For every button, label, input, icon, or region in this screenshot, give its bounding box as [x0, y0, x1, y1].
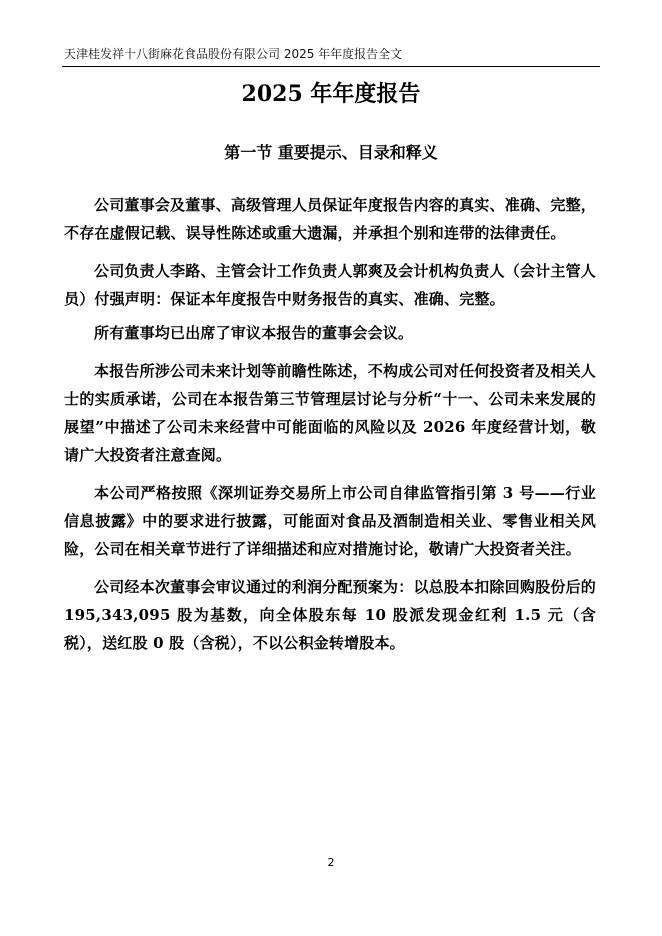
page-header-text: 天津桂发祥十八街麻花食品股份有限公司 2025 年年度报告全文	[64, 47, 403, 61]
paragraph-industry-disclosure: 本公司严格按照《深圳证券交易所上市公司自律监管指引第 3 号——行业信息披露》中的要求进行披露，可能面对食品及酒制造相关业、零售业相关风险，公司在相关章节进行了详细描述和应对措施讨论，敬请广大投资者关注。	[64, 484, 596, 558]
page-number: 2	[327, 856, 335, 869]
paragraph-profit-distribution: 公司经本次董事会审议通过的利润分配预案为：以总股本扣除回购股份后的 195,343,095 股为基数，向全体股东每 10 股派发现金红利 1.5 元（含税），送红股 0 股（含税），不以公积金转增股本。	[64, 578, 596, 652]
paragraph-directors-attendance: 所有董事均已出席了审议本报告的董事会会议。	[94, 324, 414, 342]
report-title: 2025 年年度报告	[241, 81, 421, 107]
paragraph-forward-looking: 本报告所涉公司未来计划等前瞻性陈述，不构成公司对任何投资者及相关人士的实质承诺，公司在本报告第三节管理层讨论与分析“十一、公司未来发展的展望”中描述了公司未来经营中可能面临的风险以及 2026 年度经营计划，敬请广大投资者注意查阅。	[64, 362, 596, 464]
header-divider	[62, 66, 600, 67]
paragraph-board-guarantee: 公司董事会及董事、高级管理人员保证年度报告内容的真实、准确、完整，不存在虚假记载、误导性陈述或重大遗漏，并承担个别和连带的法律责任。	[64, 196, 596, 242]
section-title: 第一节 重要提示、目录和释义	[224, 143, 438, 162]
document-body	[64, 191, 596, 667]
paragraph-responsible-persons: 公司负责人李路、主管会计工作负责人郭爽及会计机构负责人（会计主管人员）付强声明：保证本年度报告中财务报告的真实、准确、完整。	[64, 262, 596, 308]
